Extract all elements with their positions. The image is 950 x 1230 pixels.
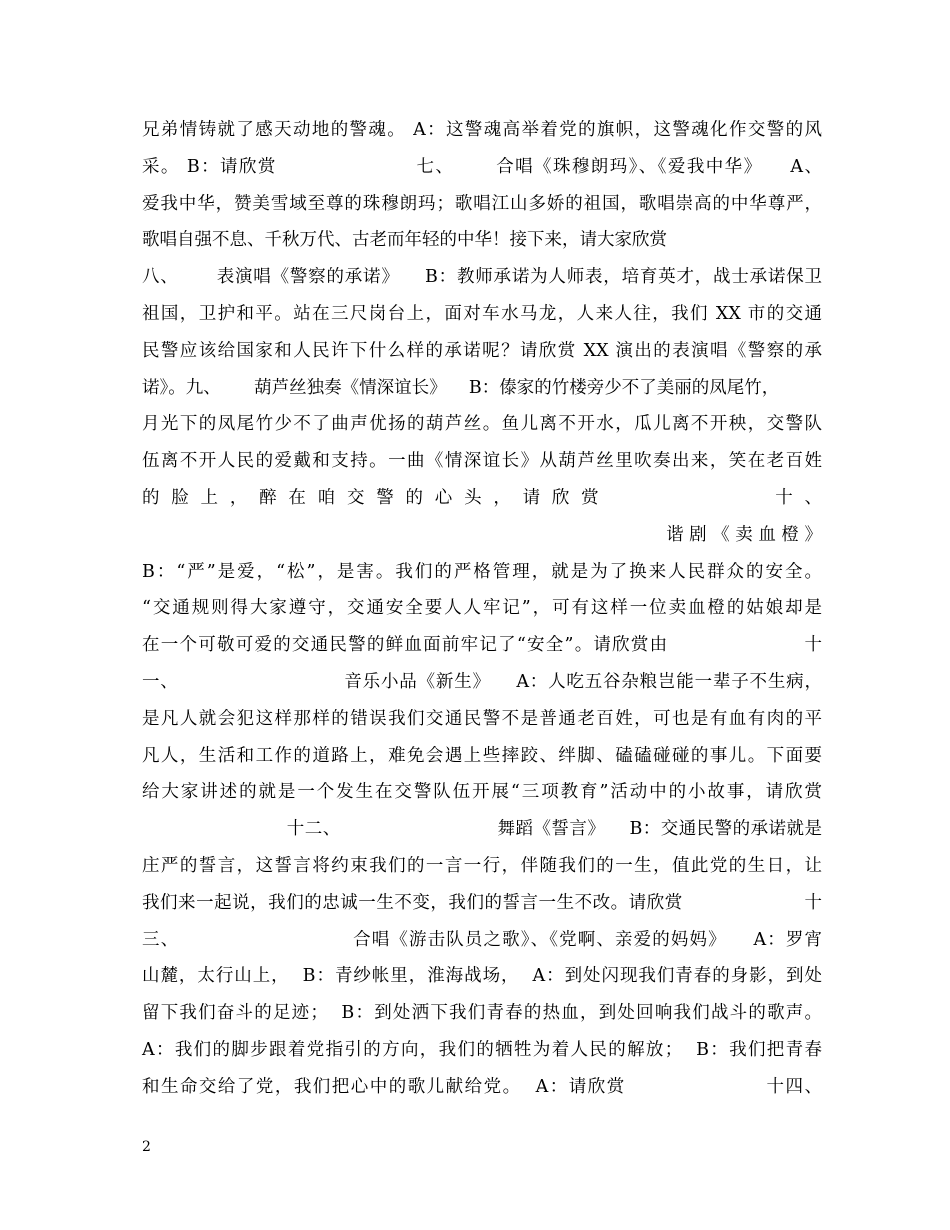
text-line-11: 的 脸 上 ， 醉 在 咱 交 警 的 心 头 ， 请 欣 赏 十 、 <box>142 487 822 508</box>
text-line-26: A：我们的脚步跟着党指引的方向，我们的牺牲为着人民的解放； B：我们把青春 <box>142 1039 822 1060</box>
text-line-20: 十二、 舞蹈《誓言》 B：交通民警的承诺就是 <box>142 819 822 840</box>
text-line-13: B：“严”是爱，“松”，是害。我们的严格管理，就是为了换来人民群众的安全。 <box>142 561 822 582</box>
text-line-17: 是凡人就会犯这样那样的错误我们交通民警不是普通老百姓，可也是有血有肉的平 <box>142 708 822 729</box>
text-line-2: 采。 B：请欣赏 七、 合唱《珠穆朗玛》、《爱我中华》 A、 <box>142 156 822 177</box>
page-number: 2 <box>142 1139 151 1155</box>
text-line-23: 三、 合唱《游击队员之歌》、《党啊、亲爱的妈妈》 A：罗宵 <box>142 929 822 950</box>
text-line-4: 歌唱自强不息、千秋万代、古老而年轻的中华！接下来，请大家欣赏 <box>142 230 667 251</box>
text-line-8: 诺》。九、 葫芦丝独奏《情深谊长》 B：傣家的竹楼旁少不了美丽的凤尾竹， <box>142 377 780 398</box>
text-line-25: 留下我们奋斗的足迹； B：到处洒下我们青春的热血，到处回响我们战斗的歌声。 <box>142 1003 822 1024</box>
text-line-22: 我们来一起说，我们的忠诚一生不变，我们的誓言一生不改。请欣赏 十 <box>142 892 822 913</box>
text-line-18: 凡人，生活和工作的道路上，难免会遇上些摔跤、绊脚、磕磕碰碰的事儿。下面要 <box>142 745 822 766</box>
text-line-5: 八、 表演唱《警察的承诺》 B：教师承诺为人师表，培育英才，战士承诺保卫 <box>142 267 822 288</box>
text-line-27: 和生命交给了党，我们把心中的歌儿献给党。 A：请欣赏 十四、 <box>142 1076 822 1097</box>
text-line-15: 在一个可敬可爱的交通民警的鲜血面前牢记了“安全”。请欣赏由 十 <box>142 635 822 656</box>
text-line-24: 山麓，太行山上， B：青纱帐里，淮海战场， A：到处闪现我们青春的身影，到处 <box>142 966 822 987</box>
text-line-19: 给大家讲述的就是一个发生在交警队伍开展“三项教育”活动中的小故事，请欣赏 <box>142 782 822 803</box>
text-line-16: 一、 音乐小品《新生》 A：人吃五谷杂粮岂能一辈子不生病， <box>142 671 822 692</box>
body-text <box>142 112 822 1106</box>
text-line-21: 庄严的誓言，这誓言将约束我们的一言一行，伴随我们的一生，值此党的生日，让 <box>142 855 822 876</box>
text-line-1: 兄弟情铸就了感天动地的警魂。 A：这警魂高举着党的旗帜，这警魂化作交警的风 <box>142 120 822 140</box>
text-line-9: 月光下的凤尾竹少不了曲声优扬的葫芦丝。鱼儿离不开水，瓜儿离不开秧，交警队 <box>142 414 822 435</box>
text-line-3: 爱我中华，赞美雪域至尊的珠穆朗玛；歌唱江山多娇的祖国，歌唱崇高的中华尊严， <box>142 193 822 214</box>
text-line-6: 祖国，卫护和平。站在三尺岗台上，面对车水马龙，人来人往，我们 XX 市的交通 <box>142 303 822 324</box>
text-line-12: 谐 剧 《 卖 血 橙 》 <box>666 524 822 545</box>
text-line-14: “交通规则得大家遵守，交通安全要人人牢记”，可有这样一位卖血橙的姑娘却是 <box>142 598 822 619</box>
text-line-7: 民警应该给国家和人民许下什么样的承诺呢？请欣赏 XX 演出的表演唱《警察的承 <box>142 340 822 361</box>
text-line-10: 伍离不开人民的爱戴和支持。一曲《情深谊长》从葫芦丝里吹奏出来，笑在老百姓 <box>142 451 822 472</box>
